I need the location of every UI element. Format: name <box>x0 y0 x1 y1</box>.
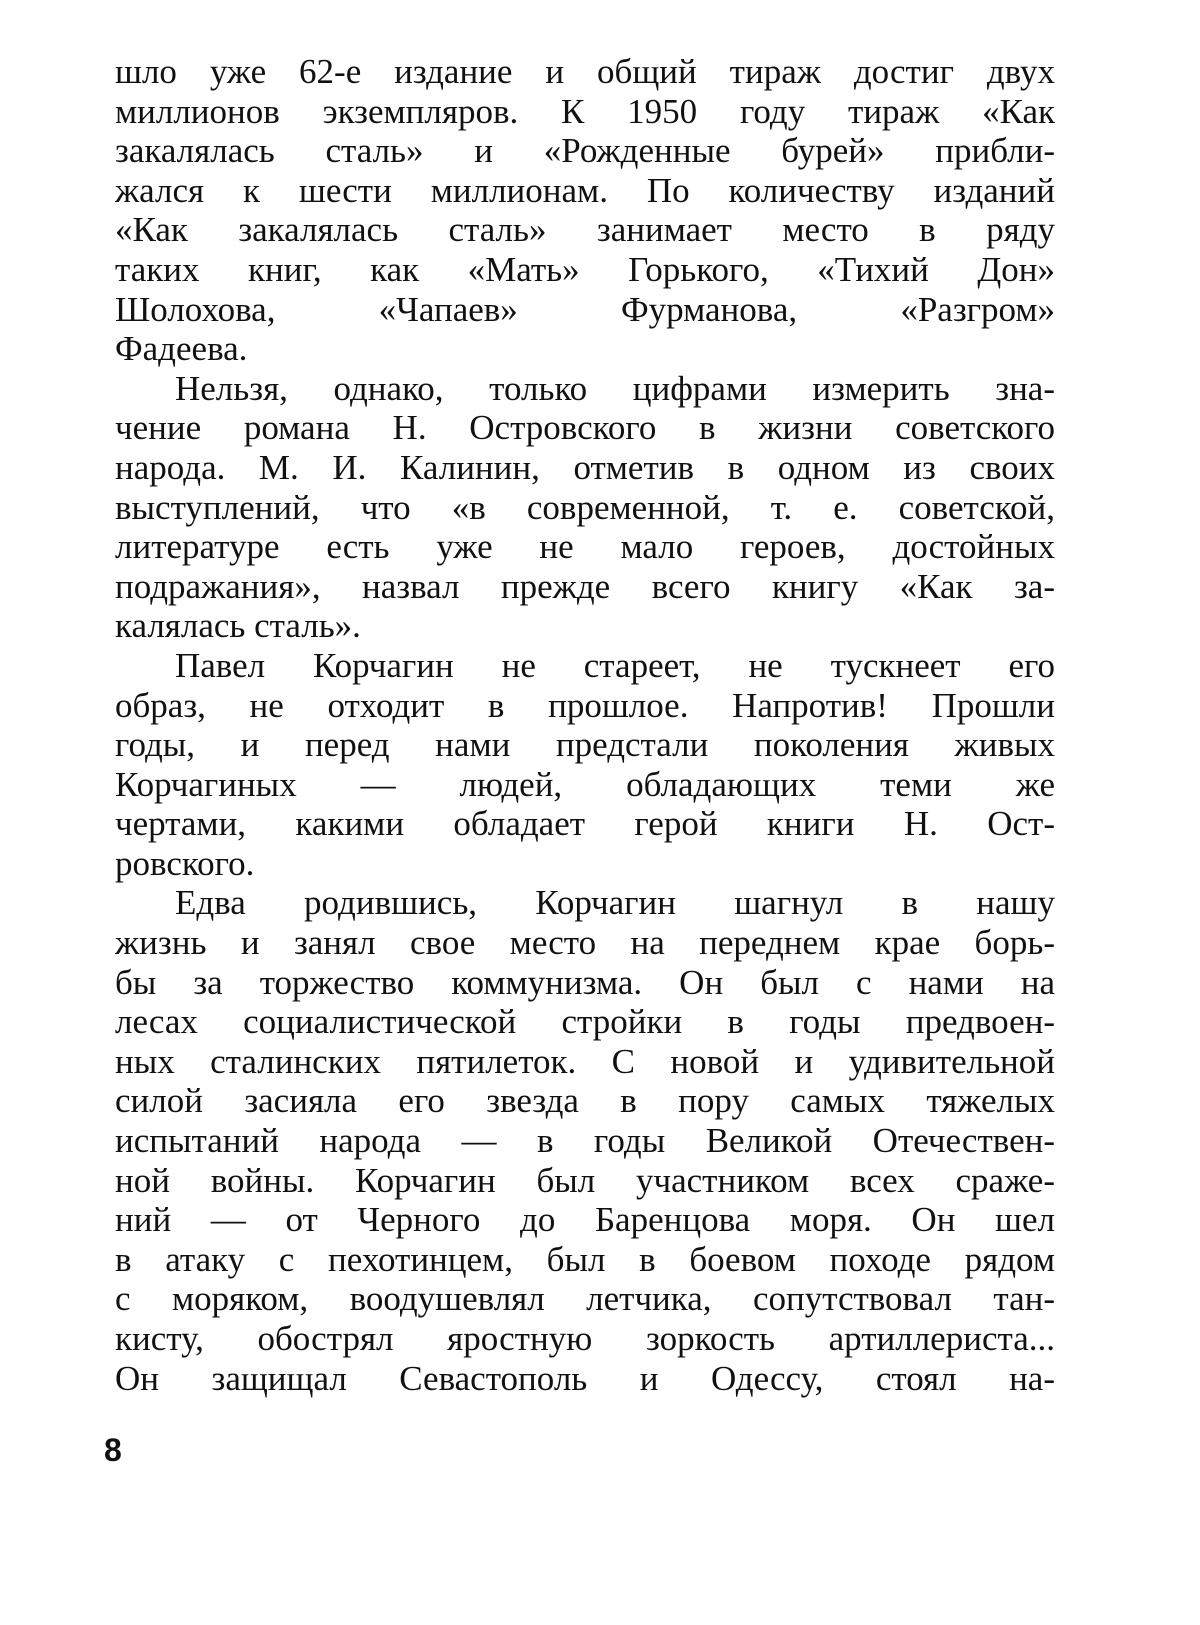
paragraph-2 <box>115 369 1055 646</box>
body-text <box>115 52 1055 1398</box>
text-line: чение романа Н. Островского в жизни советского <box>115 408 1055 448</box>
text-line: выступлений, что «в современной, т. е. советской, <box>115 487 1055 527</box>
text-line: закалялась сталь» и «Рожденные бурей» прибли- <box>115 131 1055 171</box>
text-line: литературе есть уже не мало героев, достойных <box>115 527 1055 567</box>
text-line: ных сталинских пятилеток. С новой и удивительной <box>115 1041 1055 1081</box>
page-number: 8 <box>104 1432 122 1468</box>
text-line: бы за торжество коммунизма. Он был с нами на <box>115 962 1055 1002</box>
paragraph-1 <box>115 52 1055 369</box>
text-line: калялась сталь». <box>115 606 361 646</box>
text-line: «Как закалялась сталь» занимает место в ряду <box>115 210 1055 250</box>
text-line: лесах социалистической стройки в годы предвоен- <box>115 1002 1055 1042</box>
text-line: жизнь и занял свое место на переднем крае борь- <box>115 923 1055 963</box>
text-line: миллионов экземпляров. К 1950 году тираж «Как <box>115 91 1055 131</box>
text-line: в атаку с пехотинцем, был в боевом походе рядом <box>115 1239 1055 1279</box>
text-line: Павел Корчагин не стареет, не тускнеет его <box>175 645 1055 685</box>
paragraph-3 <box>115 646 1055 884</box>
text-line: подражания», назвал прежде всего книгу «Как за- <box>115 566 1055 606</box>
text-line: Он защищал Севастополь и Одессу, стоял на- <box>115 1358 1055 1398</box>
text-line: чертами, какими обладает герой книги Н. Ост- <box>115 804 1055 844</box>
text-line: образ, не отходит в прошлое. Напротив! Прошли <box>115 685 1055 725</box>
text-line: годы, и перед нами предстали поколения живых <box>115 725 1055 765</box>
text-line: испытаний народа — в годы Великой Отечествен- <box>115 1121 1055 1161</box>
text-line: Нельзя, однако, только цифрами измерить зна- <box>175 368 1055 408</box>
paragraph-4 <box>115 883 1055 1398</box>
text-line: таких книг, как «Мать» Горького, «Тихий Дон» <box>115 249 1055 289</box>
text-line: Фадеева. <box>115 329 248 369</box>
text-line: с моряком, воодушевлял летчика, сопутствовал тан- <box>115 1279 1055 1319</box>
text-line: Шолохова, «Чапаев» Фурманова, «Разгром» <box>115 289 1055 329</box>
text-line: народа. М. И. Калинин, отметив в одном из своих <box>115 447 1055 487</box>
text-line: Едва родившись, Корчагин шагнул в нашу <box>175 883 1055 923</box>
text-line: ной войны. Корчагин был участником всех сраже- <box>115 1160 1055 1200</box>
text-line: кисту, обострял яростную зоркость артиллериста... <box>115 1319 1055 1358</box>
text-line: ровского. <box>115 843 255 883</box>
text-line: силой засияла его звезда в пору самых тяжелых <box>115 1081 1055 1121</box>
text-line: шло уже 62-е издание и общий тираж достиг двух <box>115 52 1055 91</box>
text-line: жался к шести миллионам. По количеству изданий <box>115 170 1055 210</box>
text-line: ний — от Черного до Баренцова моря. Он шел <box>115 1200 1055 1240</box>
text-line: Корчагиных — людей, обладающих теми же <box>115 764 1055 804</box>
